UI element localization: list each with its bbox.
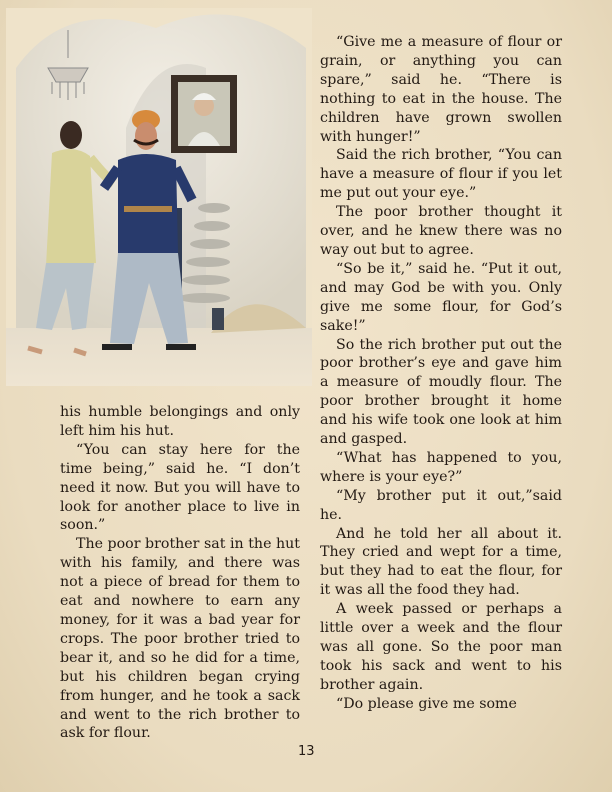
floor — [6, 328, 312, 386]
paragraph: And he told her all about it. They cried and wept for a time, but they had to eat the flour, for it was all the food they had. — [320, 525, 562, 599]
left-text-column — [60, 403, 300, 743]
paragraph: “Give me a measure of flour or grain, or anything you can spare,” said he. “There is nothing to eat in the house. The children have grown swollen with hunger!” — [320, 34, 562, 145]
paragraph: “My brother put it out,”said he. — [320, 487, 562, 523]
paragraph: “You can stay here for the time being,” said he. “I don’t need it now. But you will have to look for another place to live in soon.” — [60, 441, 300, 534]
paragraph: The poor brother thought it over, and he knew there was no way out but to agree. — [320, 204, 562, 258]
page-number: 13 — [298, 744, 315, 759]
paragraph: “What has happened to you, where is your eye?” — [320, 449, 562, 485]
paragraph: A week passed or perhaps a little over a week and the flour was all gone. So the poor man took his sack and went to his brother again. — [320, 601, 562, 693]
portrait-frame — [171, 75, 237, 153]
paragraph: The poor brother sat in the hut with his family, and there was not a piece of bread for them to eat and nowhere to earn any money, for it was a bad year for crops. The poor brother tried to bear it, and so he did for a time, but his children began crying from hunger, and he took a sack and went to the rich brother to ask for flour. — [60, 536, 300, 742]
paragraph: “So be it,” said he. “Put it out, and may God be with you. Only give me some flour, for God’s sake!” — [320, 260, 562, 334]
paragraph: Said the rich brother, “You can have a measure of flour if you let me put out your eye.” — [320, 147, 562, 202]
right-text-column — [320, 33, 562, 714]
flour-sack — [212, 308, 224, 330]
paragraph: So the rich brother put out the poor brother’s eye and gave him a measure of moudly flour. The poor brother brought it home and his wife took one look at him and gasped. — [320, 336, 562, 448]
paragraph: “Do please give me some — [336, 695, 517, 712]
paragraph: his humble belongings and only left him his hut. — [60, 404, 300, 439]
story-illustration — [6, 8, 312, 386]
